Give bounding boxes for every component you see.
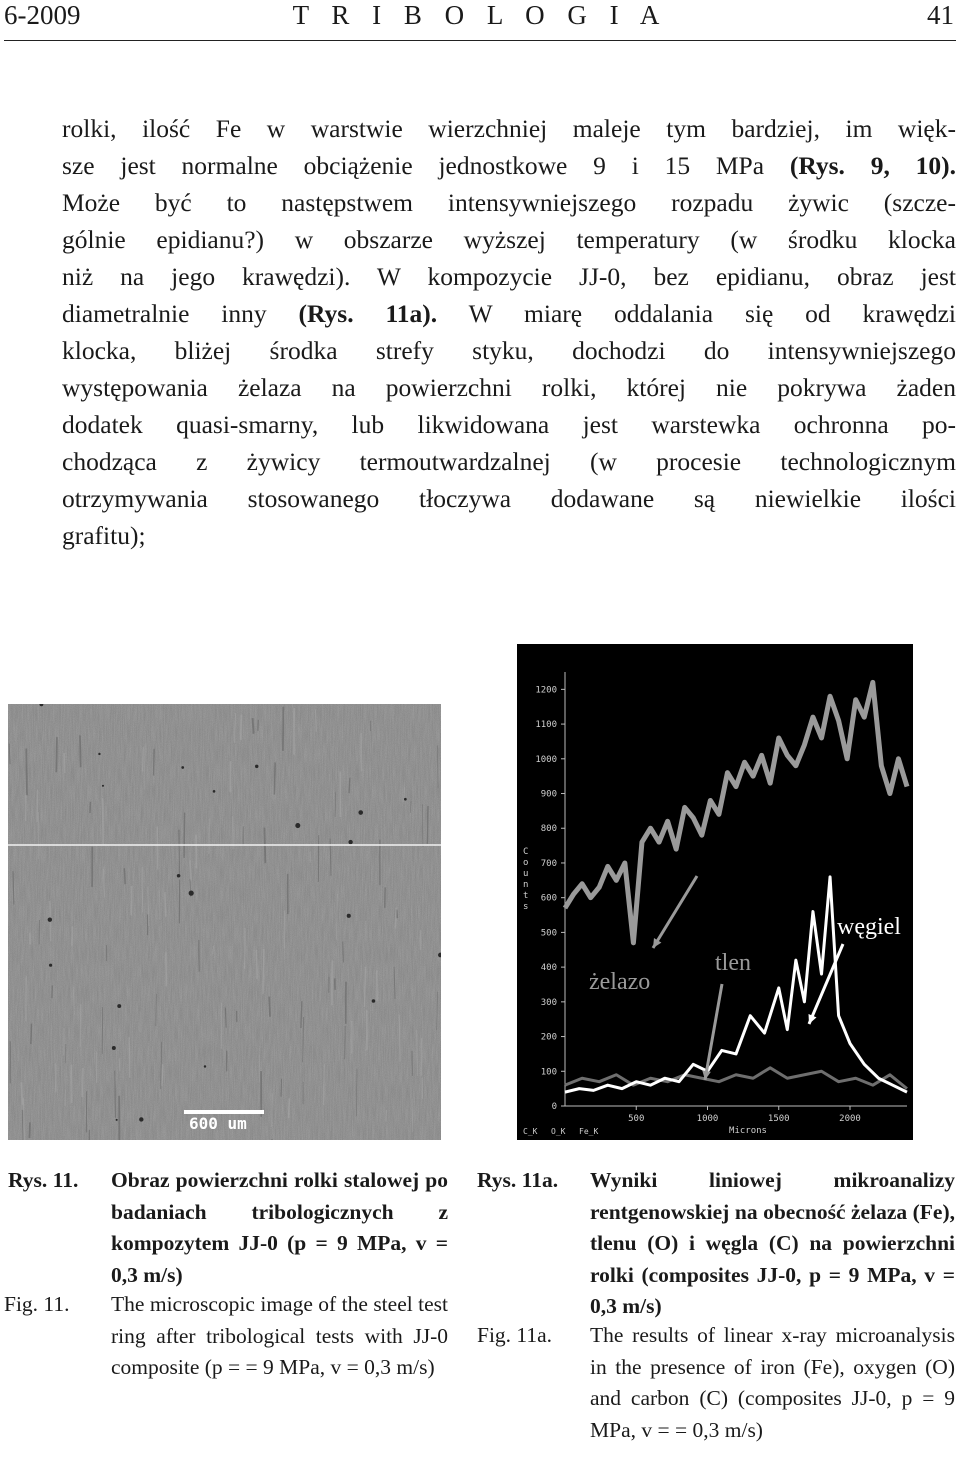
y-tick-label: 0 [551, 1102, 557, 1112]
surface-streak [29, 1122, 30, 1138]
surface-streak [179, 830, 180, 877]
body-line: chodząca z żywicy termoutwardzalnej (w procesie technologicznym [62, 447, 956, 476]
y-tick-label: 300 [540, 997, 557, 1008]
body-line: grafitu); [62, 521, 146, 550]
caption-right-en [477, 1320, 957, 1476]
channel-label: Fe_K [579, 1127, 599, 1136]
body-line: dodatek quasi-smarny, lub likwidowana jest warstewka ochronna po- [62, 410, 956, 439]
surface-pit [48, 917, 52, 921]
body-line: Może być to następstwem intensywniejszego rozpadu żywic (szcze- [62, 188, 956, 217]
surface-streak [26, 749, 27, 796]
body-line: diametralnie inny (Rys. 11a). W miarę oddalania się od krawędzi [62, 299, 956, 328]
surface-pit [177, 874, 181, 878]
surface-pit [139, 1117, 143, 1121]
figure-reference: (Rys. 11a). [298, 299, 438, 328]
caption-label: Rys. 11a. [477, 1168, 559, 1192]
issue-number: 6-2009 [4, 0, 81, 30]
surface-streak [119, 1058, 120, 1071]
y-tick-label: 100 [540, 1067, 557, 1078]
surface-pit [181, 766, 184, 769]
surface-pit [213, 790, 216, 793]
surface-streak [190, 860, 191, 880]
micrograph-image [8, 704, 441, 1140]
body-line: gólnie epidianu?) w obszarze wyższej temperatury (w środku klocka [62, 225, 956, 254]
caption-text: Wyniki liniowej mikroanalizy rentgenowskiej na obecność żelaza (Fe), tlenu (O) i węgla (C) na powierzchni rolki (composites JJ-0, p = 9 MPa, v = 0,3 m/s) [590, 1168, 955, 1318]
surface-streak [131, 886, 132, 916]
surface-streak [396, 908, 397, 928]
body-line: występowania żelaza na powierzchni rolki, której nie pokrywa żaden [62, 373, 956, 402]
caption-left-en [4, 1289, 448, 1419]
body-line: otrzymywania stosowanego tłoczywa dodawane są niewielkie ilości [62, 484, 956, 513]
surface-pit [116, 1119, 118, 1121]
surface-pit [347, 914, 351, 918]
running-header [0, 0, 960, 42]
surface-streak [263, 949, 264, 994]
caption-label: Rys. 11. [8, 1168, 79, 1192]
x-axis-label: Microns [729, 1126, 767, 1136]
annotation-label: tlen [715, 950, 751, 976]
annotation-label: żelazo [589, 969, 651, 995]
surface-streak [386, 1110, 387, 1122]
surface-pit [204, 1065, 206, 1067]
scale-bar-label: 600 um [189, 1114, 247, 1133]
surface-streak [253, 718, 254, 734]
surface-streak [162, 1064, 163, 1086]
y-tick-label: 600 [540, 893, 557, 904]
linescan-chart [517, 644, 913, 1140]
chart-svg [517, 644, 913, 1140]
caption-text: The microscopic image of the steel test ring after tribological tests with JJ-0 composite (p = = 9 MPa, v = 0,3 m/s) [111, 1292, 448, 1379]
surface-streak [349, 778, 350, 793]
surface-pit [372, 999, 376, 1003]
series-line-oxygen [565, 1068, 907, 1089]
y-tick-label: 800 [540, 824, 557, 835]
surface-streak [310, 851, 311, 862]
surface-streak [324, 1064, 325, 1105]
annotation-arrow [653, 876, 697, 948]
surface-streak [364, 967, 365, 1007]
surface-streak [80, 735, 81, 767]
surface-pit [98, 753, 100, 755]
caption-text: Obraz powierzchni rolki stalowej po badaniach tribologicznych z kompozytem JJ-0 (p = 9 MPa, v = 0,3 m/s) [111, 1168, 448, 1287]
surface-pit [102, 785, 104, 787]
surface-streak [343, 941, 344, 962]
y-tick-label: 1200 [535, 685, 557, 696]
surface-streak [82, 1068, 83, 1097]
surface-streak [23, 1098, 24, 1140]
caption-text: The results of linear x-ray microanalysis in the presence of iron (Fe), oxygen (O) and carbon (C) (composites JJ-0, p = 9 MPa, v = = 0,3 m/s) [590, 1323, 955, 1442]
body-line: rolki, ilość Fe w warstwie wierzchniej maleje tym bardziej, im więk- [62, 114, 956, 143]
surface-streak [72, 926, 73, 945]
surface-streak [64, 753, 65, 773]
surface-streak [22, 1082, 23, 1110]
surface-streak [65, 1063, 66, 1106]
surface-pit [112, 1046, 116, 1050]
surface-pit [255, 765, 258, 768]
surface-pit [295, 823, 300, 828]
x-tick-label: 1000 [696, 1114, 719, 1124]
channel-label: C_K [523, 1127, 538, 1136]
surface-streak [289, 1098, 290, 1118]
body-paragraph [62, 110, 956, 554]
surface-streak [165, 892, 166, 917]
surface-streak [427, 806, 428, 844]
surface-streak [124, 868, 125, 884]
surface-streak [80, 1004, 81, 1047]
surface-pit [49, 964, 52, 967]
surface-streak [301, 1001, 302, 1028]
caption-left-pl [8, 1165, 448, 1295]
micrograph-figure [8, 704, 441, 1140]
x-tick-label: 500 [628, 1114, 645, 1124]
y-tick-label: 200 [540, 1032, 557, 1043]
annotation-label: węgiel [837, 914, 901, 940]
surface-streak [143, 747, 144, 772]
surface-streak [274, 762, 275, 794]
y-tick-label: 500 [540, 928, 557, 939]
body-line: niż na jego krawędzi). W kompozycie JJ-0, bez epidianu, obraz jest [62, 262, 956, 291]
header-rule [4, 40, 956, 41]
x-tick-label: 1500 [767, 1114, 790, 1124]
surface-pit [117, 1004, 121, 1008]
caption-right-pl [477, 1165, 957, 1325]
surface-streak [184, 813, 185, 858]
surface-pit [348, 840, 352, 844]
caption-label: Fig. 11a. [477, 1323, 553, 1347]
surface-streak [115, 1071, 116, 1118]
y-tick-label: 700 [540, 858, 557, 869]
surface-streak [166, 952, 167, 986]
surface-streak [129, 1037, 130, 1078]
figure-reference: (Rys. 9, 10). [789, 151, 956, 180]
surface-streak [269, 997, 270, 1017]
surface-streak [332, 961, 333, 1006]
surface-pit [189, 891, 194, 896]
annotation-arrow [705, 984, 722, 1080]
page-number: 41 [927, 0, 954, 30]
surface-streak [103, 798, 104, 844]
body-line: sze jest normalne obciążenie jednostkowe 9 i 15 MPa (Rys. 9, 10). [62, 151, 956, 180]
y-tick-label: 1000 [535, 754, 557, 765]
journal-name: T R I B O L O G I A [292, 0, 668, 30]
surface-streak [56, 737, 57, 772]
surface-pit [358, 810, 363, 815]
channel-label: O_K [551, 1127, 566, 1136]
y-tick-label: 400 [540, 963, 557, 974]
body-line: klocka, bliżej środka strefy styku, dochodzi do intensywniejszego [62, 336, 956, 365]
x-tick-label: 2000 [839, 1114, 861, 1124]
surface-streak [244, 928, 245, 969]
caption-label: Fig. 11. [4, 1292, 70, 1316]
y-tick-label: 900 [540, 789, 557, 800]
surface-pit [404, 798, 407, 801]
y-axis-label: C o u n t s [523, 847, 529, 912]
series-line-iron [565, 682, 907, 942]
y-tick-label: 1100 [535, 720, 557, 731]
surface-streak [31, 1024, 32, 1044]
